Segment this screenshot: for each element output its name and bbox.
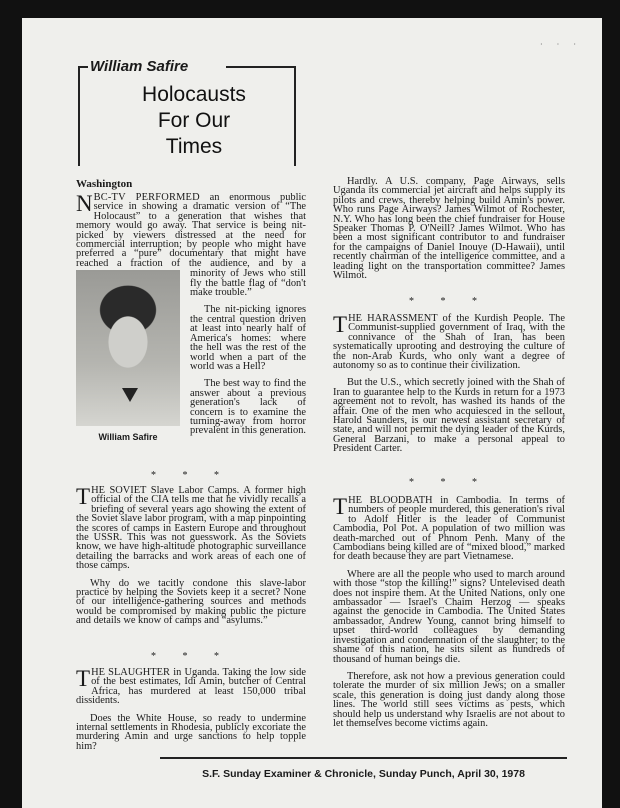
headline bbox=[96, 82, 292, 160]
tie-shape bbox=[122, 388, 138, 402]
section-separator: * * * bbox=[151, 470, 231, 481]
intro-section bbox=[76, 193, 306, 444]
drop-cap: T bbox=[333, 494, 348, 519]
paragraph: minority of Jews who still fly the battle flag of “don't make trouble.” bbox=[190, 268, 306, 299]
lead-in: HE BLOODBATH bbox=[348, 495, 433, 506]
drop-cap: T bbox=[76, 484, 91, 509]
paragraph-text: in Uganda. Taking the low side of the best estimates, Idi Amin, butcher of Central Africa, has murdered at least 150,000 tribal dissidents. bbox=[76, 667, 306, 707]
uganda-section bbox=[76, 668, 306, 759]
drop-cap: T bbox=[76, 666, 91, 691]
paragraph: Does the White House, so ready to undermine internal settlements in Rhodesia, publicly excoriate the murdering Amin and urge sanctions to help topple him? bbox=[76, 712, 306, 752]
photo-caption: William Safire bbox=[98, 432, 158, 443]
byline: William Safire bbox=[90, 58, 189, 75]
lead-in: HE SLAUGHTER bbox=[91, 667, 170, 678]
paragraph-text: in Cambodia. In terms of numbers of people murdered, this generation's rival to Adolf Hitler is the leader of Communist Cambodia, Pol Pot. A population of two million was death-marched out of Phnom Penh. Many of the Cambodians being killed are of “mixed blood,” marked for death because they are part Vietnamese. bbox=[333, 495, 565, 563]
paragraph: The nit-picking ignores the central question driven at least into nearly half of America's homes: where the hell was the rest of the world when a part of the world was a Hell? bbox=[190, 304, 306, 372]
paragraph: Hardly. A U.S. company, Page Airways, sells Uganda its commercial jet aircraft and helps supply its pilots and crews, thereby helping build Amin's power. Who runs Page Airways? James Wilmot of Rochester, N.Y. Who has long been the chief fundraiser for House Speaker Thomas P. O'Neill? James Wilmot. Who has been a most significant contributor to and fundraiser for the campaigns of Daniel Inouye (D-Hawaii), until recently chairman of the intelligence committee, and a leading light on the transportation committee? James Wilmot. bbox=[333, 176, 565, 282]
cambodia-section bbox=[333, 496, 565, 736]
kurds-section bbox=[333, 314, 565, 462]
paragraph bbox=[76, 486, 306, 571]
paragraph: Why do we tacitly condone this slave-labor practice by helping the Soviets keep it a secret? None of our intelligence-gathering sources and methods would be compromised by making public the picture and details we know of camps and “asylums.” bbox=[76, 577, 306, 627]
headline-line: For Our bbox=[157, 109, 231, 132]
paragraph-text: of the Kurdish People. The Communist-supplied government of Iraq, with the connivance of the Shah of Iran, has been systematically uprooting and destroying the culture of the non-Arab Kurds, who only want a degree of autonomy so as to continue their civilization. bbox=[333, 313, 565, 372]
drop-cap: N bbox=[76, 191, 93, 216]
lead-in: BC-TV PERFORMED bbox=[93, 192, 200, 203]
drop-cap: T bbox=[333, 312, 348, 337]
section-separator: * * * bbox=[151, 651, 231, 662]
lead-in: HE SOVIET bbox=[91, 485, 147, 496]
paragraph: Therefore, ask not how a previous generation could tolerate the murder of six million Jews; on a smaller scale, this generation is doing just dandy along those lines. The world still sees victims as pests, which should help us understand why Israelis are not about to let themselves become victims again. bbox=[333, 670, 565, 729]
wilmot-section bbox=[333, 177, 565, 288]
paragraph: The best way to find the answer about a previous generation's lack of concern is to examine the turning-away from horror prevalent in this generation. bbox=[190, 378, 306, 437]
section-separator: * * * bbox=[409, 296, 489, 307]
dateline: Washington bbox=[76, 178, 133, 190]
section-separator: * * * bbox=[409, 477, 489, 488]
paragraph bbox=[333, 496, 565, 562]
headline-line: Times bbox=[165, 135, 223, 158]
lead-in: HE HARASSMENT bbox=[348, 313, 438, 324]
paragraph bbox=[76, 668, 306, 706]
paragraph-text: an enormous public service in showing a dramatic version of “The Holocaust” to a generation that wishes that memory would go away. That service is being nit-picked by viewers distressed at the need for commercial interruption; by people who might have preferred a “pure” documentary that might have reached a fraction of the audience, and by a bbox=[76, 192, 306, 269]
paragraph-text: Slave Labor Camps. A former high official of the CIA tells me that he vividly recalls a briefing of several years ago showing the extent of the Soviet slave labor program, with a map pinpointing the scores of camps in Eastern Europe and throughout the USSR. This was not guesswork. As the Soviets know, we have high-altitude photographic surveillance detailing the barracks and work areas of each one of those camps. bbox=[76, 485, 307, 572]
footer-rule bbox=[160, 757, 567, 759]
headline-line: Holocausts bbox=[142, 83, 246, 106]
scan-marks: · · · bbox=[540, 40, 582, 49]
author-photo bbox=[76, 270, 180, 426]
paragraph bbox=[76, 193, 306, 268]
paragraph: But the U.S., which secretly joined with the Shah of Iran to guarantee help to the Kurds in return for a 1973 agreement not to revolt, has washed its hands of the affair. One of the men who acquiesced in the sellout, Harold Saunders, is our newest assistant secretary of state, and will not permit the dying leader of the Kurds, General Barzani, to make a personal appeal to President Carter. bbox=[333, 377, 565, 455]
paragraph bbox=[333, 314, 565, 370]
publication-credit: S.F. Sunday Examiner & Chronicle, Sunday Punch, April 30, 1978 bbox=[202, 768, 525, 780]
paragraph: Where are all the people who used to march around with those “stop the killing!” signs? Untelevised death does not inspire them. At the United Nations, only one ambassador — Israel's Chaim Herzog — speaks against the genocide in Cambodia. The United States ambassador, Andrew Young, cannot bring himself to upset third-world colleagues by demanding investigation and condemnation of the slaughter; to the shame of this nation, he sits silent as hundreds of thousand of human beings die. bbox=[333, 568, 565, 665]
soviet-section bbox=[76, 486, 306, 634]
